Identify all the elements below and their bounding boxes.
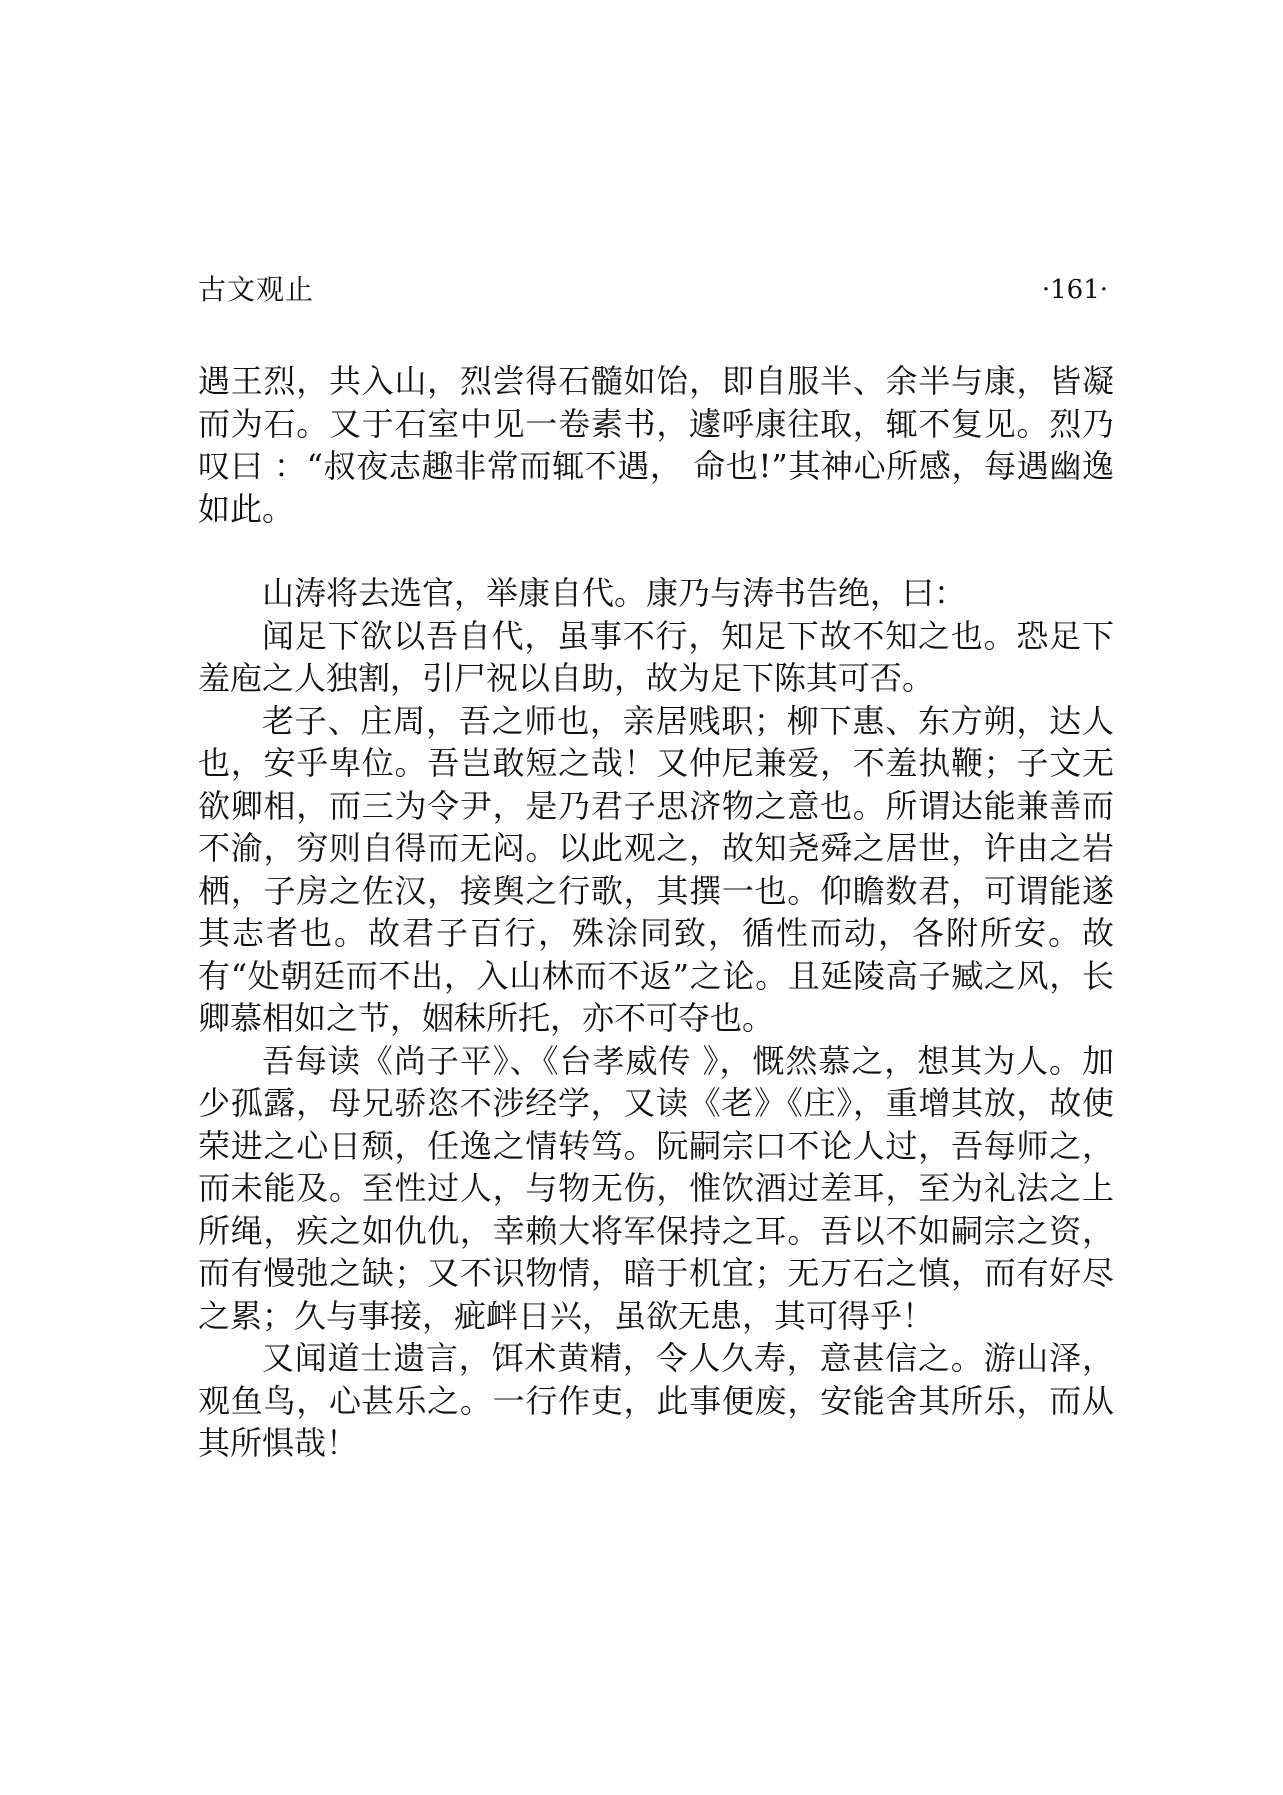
paragraph-laozi-zhuangzhou: 老子、庄周，吾之师也，亲居贱职；柳下惠、东方朔，达人也，安乎卑位。吾岂敢短之哉！又仲尼兼爱，不羞执鞭；子文无欲卿相，而三为令尹，是乃君子思济物之意也。所谓达能兼善而不渝，穷则自得而无闷。以此观之，故知尧舜之居世，许由之岩栖，子房之佐汉，接舆之行歌，其撰一也。仰瞻数君，可谓能遂其志者也。故君子百行，殊涂同致，循性而动，各附所安。故有“处朝廷而不出，入山林而不返”之论。且延陵高子臧之风，长卿慕相如之节，姻秣所托，亦不可夺也。 (198, 701, 1114, 1037)
paragraph-intro: 山涛将去选官，举康自代。康乃与涛书告绝，曰： (262, 574, 967, 612)
page-number: ·161· (1041, 275, 1108, 305)
paragraph-daoist-words: 又闻道士遗言，饵术黄精，令人久寿，意甚信之。游山泽，观鱼鸟，心甚乐之。一行作吏，此事便废，安能舍其所乐，而从其所惧哉！ (198, 1339, 1114, 1462)
paragraph-letter-opening: 闻足下欲以吾自代，虽事不行，知足下故不知之也。恐足下羞庖之人独割，引尸祝以自助，故为足下陈其可否。 (198, 616, 1114, 697)
section-gap (198, 530, 1114, 572)
paragraph-reading: 吾每读《尚子平》、《台孝威传 》，慨然慕之，想其为人。加少孤露，母兄骄恣不涉经学，又读《老》《庄》，重增其放，故使荣进之心日颓，任逸之情转笃。阮嗣宗口不论人过，吾每师之，而未能及。至性过人，与物无伤，惟饮酒过差耳，至为礼法之上所绳，疾之如仇仇，幸赖大将军保持之耳。吾以不如嗣宗之资，而有慢弛之缺；又不识物情，暗于机宜；无万石之慎，而有好尽之累；久与事接，疵衅日兴，虽欲无患，其可得乎！ (198, 1041, 1114, 1335)
running-header (198, 270, 1108, 310)
book-title: 古文观止 (198, 273, 315, 306)
continued-paragraph: 遇王烈，共入山，烈尝得石髓如饴，即自服半、余半与康，皆凝而为石。又于石室中见一卷素书，遽呼康往取，辄不复见。烈乃叹曰 ：“叔夜志趣非常而辄不遇， 命也!”其神心所感，每遇幽逸如此。 (198, 362, 1114, 528)
body-text (198, 360, 1114, 1465)
